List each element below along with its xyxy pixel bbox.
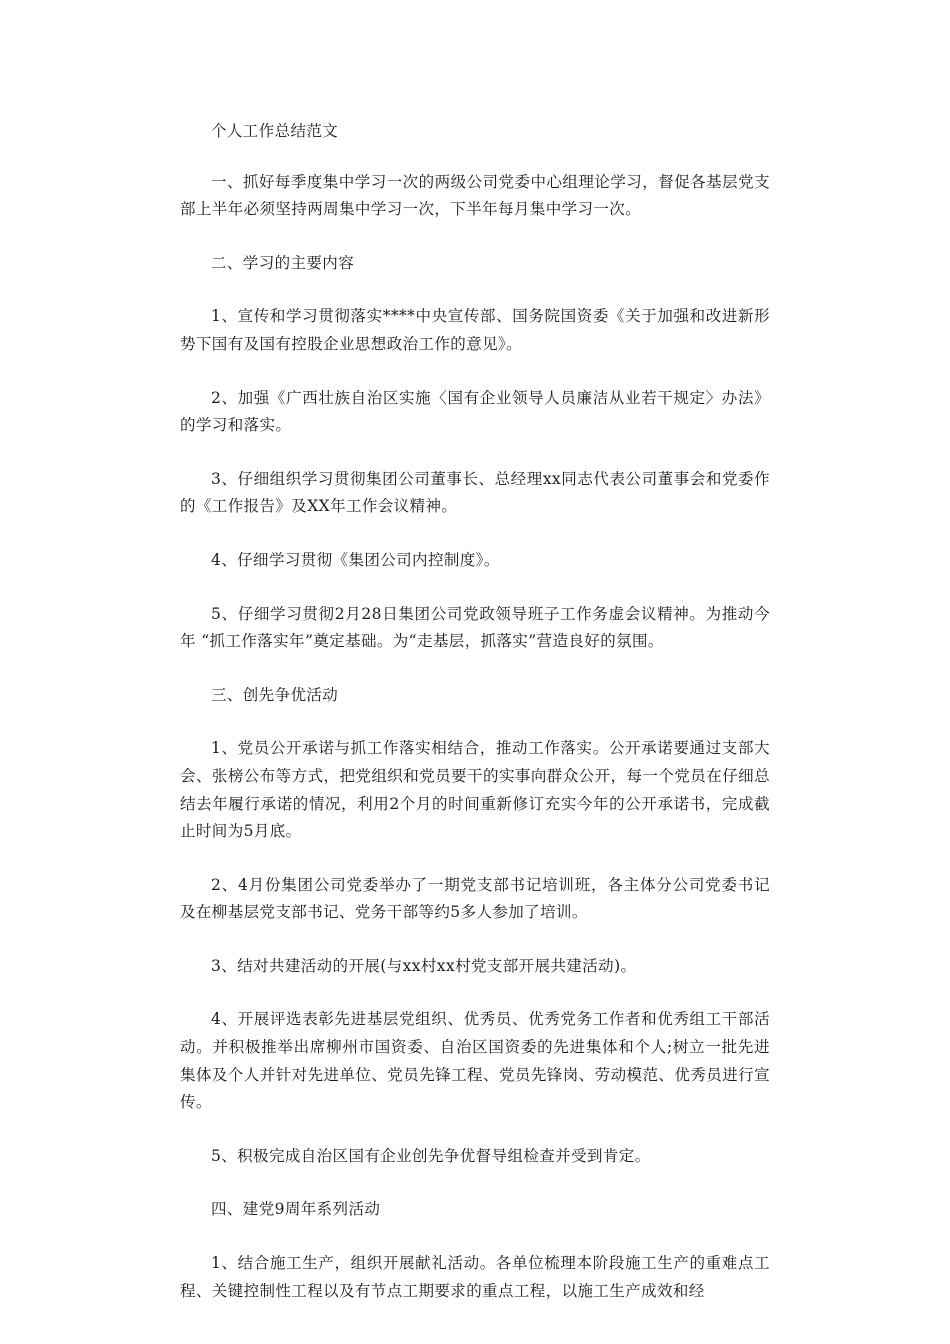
paragraph-2-1: 1、宣传和学习贯彻落实****中央宣传部、国务院国资委《关于加强和改进新形势下国有及国有控股企业思想政治工作的意见》。 [180, 307, 770, 353]
paragraph-2-4: 4、仔细学习贯彻《集团公司内控制度》。 [211, 550, 500, 569]
document-title: 个人工作总结范文 [211, 122, 339, 140]
paragraph-2-5: 5、仔细学习贯彻2月28日集团公司党政领导班子工作务虚会议精神。为推动今年 “抓工作落实年”奠定基础。为“走基层，抓落实”营造良好的氛围。 [180, 604, 770, 651]
paragraph-3-2: 2、4月份集团公司党委举办了一期党支部书记培训班，各主体分公司党委书记及在柳基层党支部书记、党务干部等约5多人参加了培训。 [180, 875, 770, 922]
paragraph-3-4: 4、开展评选表彰先进基层党组织、优秀员、优秀党务工作者和优秀组工干部活动。并积极推举出席柳州市国资委、自治区国资委的先进集体和个人;树立一批先进集体及个人并针对先进单位、党员先锋工程、党员先锋岗、劳动模范、优秀员进行宣传。 [180, 1010, 770, 1112]
section-heading-2: 二、学习的主要内容 [211, 253, 355, 272]
document-body [180, 118, 770, 1331]
paragraph-1: 一、抓好每季度集中学习一次的两级公司党委中心组理论学习，督促各基层党支部上半年必须坚持两周集中学习一次，下半年每月集中学习一次。 [180, 172, 770, 219]
section-heading-3: 三、创先争优活动 [211, 685, 339, 704]
paragraph-3-5: 5、积极完成自治区国有企业创先争优督导组检查并受到肯定。 [211, 1146, 651, 1165]
paragraph-4-1: 1、结合施工生产，组织开展献礼活动。各单位梳理本阶段施工生产的重难点工程、关键控制性工程以及有节点工期要求的重点工程，以施工生产成效和经 [180, 1254, 770, 1300]
section-heading-4: 四、建党9周年系列活动 [211, 1200, 381, 1219]
paragraph-2-2: 2、加强《广西壮族自治区实施〈国有企业领导人员廉洁从业若干规定〉办法》的学习和落实。 [180, 388, 770, 435]
paragraph-3-1: 1、党员公开承诺与抓工作落实相结合，推动工作落实。公开承诺要通过支部大会、张榜公布等方式，把党组织和党员要干的实事向群众公开，每一个党员在仔细总结去年履行承诺的情况，利用2个月的时间重新修订充实今年的公开承诺书，完成截止时间为5月底。 [180, 739, 770, 841]
paragraph-2-3: 3、仔细组织学习贯彻集团公司董事长、总经理xx同志代表公司董事会和党委作的《工作报告》及XX年工作会议精神。 [180, 469, 770, 516]
paragraph-3-3: 3、结对共建活动的开展(与xx村xx村党支部开展共建活动)。 [211, 956, 637, 975]
